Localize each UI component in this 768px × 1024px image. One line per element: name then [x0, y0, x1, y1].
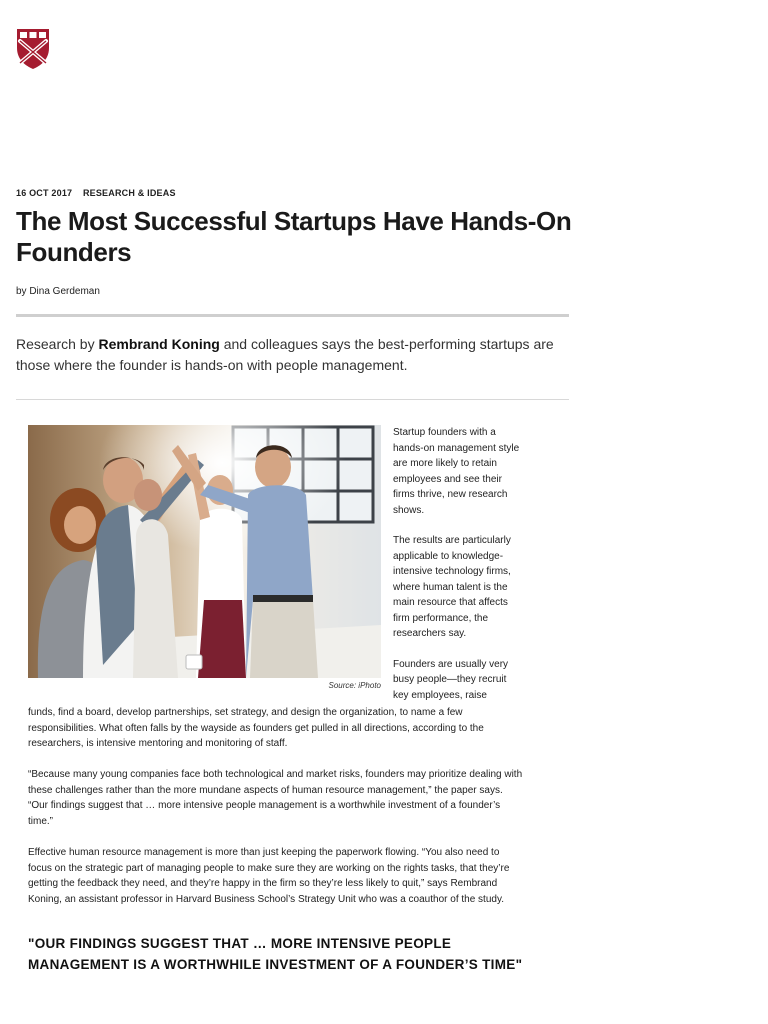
summary-name: Rembrand Koning	[98, 336, 220, 352]
hbs-shield-logo-icon[interactable]	[16, 28, 50, 70]
paragraph: Founders are usually very busy people—they recruit key employees, raise	[393, 658, 509, 701]
paragraph: Startup founders with a hands-on management style are more likely to retain employees and see their firms thrive, new research shows.	[393, 427, 520, 516]
article-byline: by Dina Gerdeman	[16, 286, 100, 297]
article-category[interactable]: RESEARCH & IDEAS	[82, 188, 176, 198]
article-title: The Most Successful Startups Have Hands-On Founders	[16, 206, 572, 267]
article-summary	[16, 334, 556, 376]
article-date: 16 OCT 2017	[16, 188, 73, 198]
summary-suffix: and colleagues says the best-performing startups are those where the founder is hands-on with people management.	[16, 336, 554, 373]
divider	[16, 314, 569, 317]
paragraph: funds, find a board, develop partnerships, set strategy, and design the organization, to name a few responsibilities. What often falls by the wayside as founders get pulled in all directions, according to the researchers, is intensive mentoring and monitoring of staff.	[28, 707, 484, 749]
article-meta	[16, 188, 176, 198]
article-image	[28, 425, 381, 678]
paragraph: “Because many young companies face both technological and market risks, founders may prioritize dealing with these challenges rather than the more mundane aspects of human resource management,” the paper says. “Our findings suggest that … more intensive people management is a worthwhile investment of a founder’s time.”	[28, 769, 523, 827]
image-caption: Source: iPhoto	[328, 681, 381, 690]
pull-quote: "OUR FINDINGS SUGGEST THAT … MORE INTENSIVE PEOPLE MANAGEMENT IS A WORTHWHILE INVESTMENT OF A FOUNDER’S TIME"	[28, 936, 523, 972]
summary-prefix: Research by	[16, 336, 99, 352]
divider	[16, 399, 569, 400]
paragraph: The results are particularly applicable to knowledge-intensive technology firms, where human talent is the main resource that affects firm performance, the researchers say.	[393, 535, 511, 639]
paragraph: Effective human resource management is more than just keeping the paperwork flowing. “You also need to focus on the strategic part of managing people to make sure they are working on the rights tasks, that they’re getting the feedback they need, and they’re happy in the firm so they’re less likely to quit,” says Rembrand Koning, an assistant professor in Harvard Business School’s Strategy Unit who was a coauthor of the study.	[28, 847, 510, 905]
side-column	[393, 425, 523, 703]
team-high-five-photo	[28, 425, 381, 678]
